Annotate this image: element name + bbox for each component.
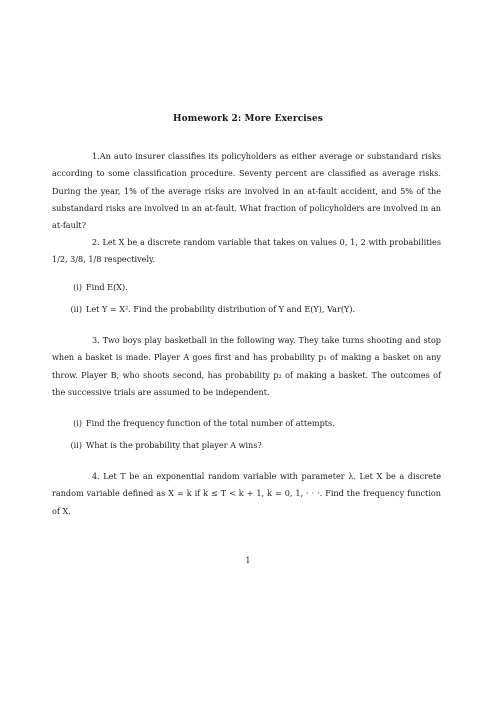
problem-1-text: 1.An auto insurer classifies its policyholders as either average or substandard risks according to some classification procedure. Seventy percent are classified as average risks. During the year, 1% of the average risks are involved in an at-fault accident, and 5% of the substandard risks are involved in an at-fault. What fraction of policyholders are involved in an at-fault?	[52, 151, 441, 231]
item-text: Let Y = X². Find the probability distribution of Y and E(Y), Var(Y).	[86, 304, 356, 314]
problem-3-item-i	[64, 417, 335, 429]
item-text: Find the frequency function of the total number of attempts.	[86, 418, 335, 428]
item-marker: (ii)	[70, 440, 82, 450]
problem-3-item-ii	[64, 439, 262, 451]
problem-2-item-ii	[64, 303, 355, 315]
item-marker: (i)	[73, 282, 82, 292]
item-text: Find E(X).	[86, 282, 128, 292]
problem-2-text: 2. Let X be a discrete random variable that takes on values 0, 1, 2 with probabilities 1/2, 3/8, 1/8 respectively.	[52, 237, 441, 265]
item-marker: (ii)	[70, 304, 82, 314]
page-number: 1	[245, 555, 251, 565]
problem-4-text: 4. Let T be an exponential random variable with parameter λ. Let X be a discrete random variable defined as X = k if k ≤ T < k + 1, k = 0, 1, · · ·. Find the frequency function of X.	[52, 471, 441, 516]
problem-3-text: 3. Two boys play basketball in the following way. They take turns shooting and stop when a basket is made. Player A goes first and has probability p₁ of making a basket on any throw. Player B, who shoots second, has probability p₂ of making a basket. The outcomes of the successive trials are assumed to be independent.	[52, 335, 441, 397]
item-text: What is the probability that player A wins?	[86, 440, 262, 450]
problem-2-item-i	[64, 281, 128, 293]
item-marker: (i)	[73, 418, 82, 428]
document-title: Homework 2: More Exercises	[173, 114, 323, 124]
